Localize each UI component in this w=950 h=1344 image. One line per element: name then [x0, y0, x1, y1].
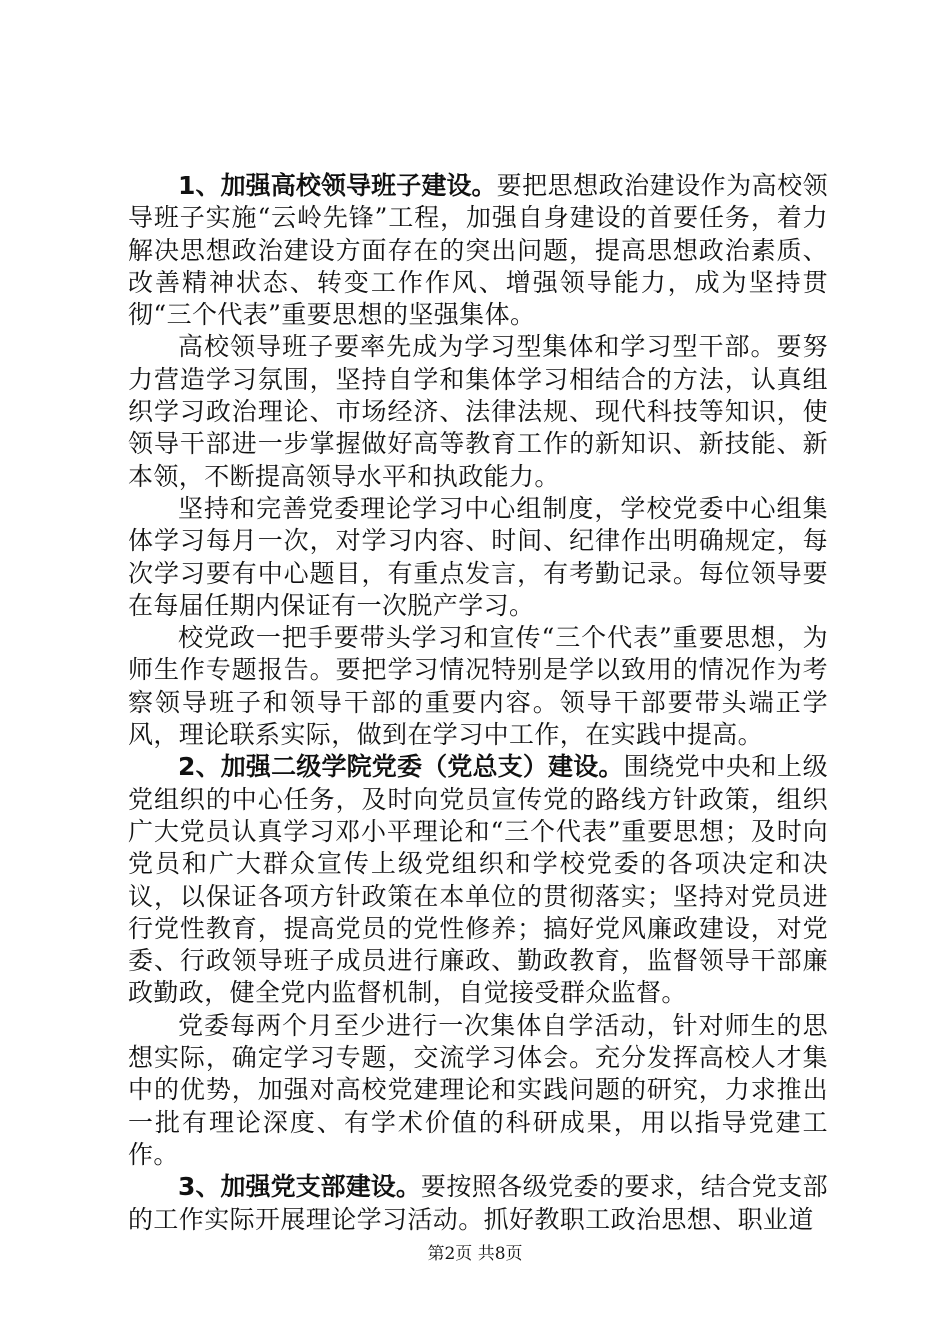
paragraph-text: 高校领导班子要率先成为学习型集体和学习型干部。要努力营造学习氛围，坚持自学和集体学习相结合的方法，认真组织学习政治理论、市场经济、法律法规、现代科技等知识，使领导干部进一步掌握做好高等教育工作的新知识、新技能、新本领，不断提高领导水平和执政能力。: [128, 332, 828, 491]
page-footer: [0, 1244, 950, 1264]
paragraph-3: [128, 493, 828, 622]
paragraph-text: 坚持和完善党委理论学习中心组制度，学校党委中心组集体学习每月一次，对学习内容、时间、纪律作出明确规定，每次学习要有中心题目，有重点发言，有考勤记录。每位领导要在每届任期内保证有一次脱产学习。: [128, 493, 828, 620]
section-heading-3: 3、加强党支部建设。: [178, 1172, 421, 1202]
paragraph-text: 校党政一把手要带头学习和宣传“三个代表”重要思想，为师生作专题报告。要把学习情况特别是学以致用的情况作为考察领导班子和领导干部的重要内容。领导干部要带头端正学风，理论联系实际，做到在学习中工作，在实践中提高。: [128, 623, 828, 750]
paragraph-4: [128, 622, 828, 751]
page-number: 第2页: [427, 1244, 473, 1264]
paragraph-text: 党委每两个月至少进行一次集体自学活动，针对师生的思想实际，确定学习专题，交流学习体会。充分发挥高校人才集中的优势，加强对高校党建理论和实践问题的研究，力求推出一批有理论深度、有学术价值的科研成果，用以指导党建工作。: [128, 1010, 828, 1169]
paragraph-5: [128, 751, 828, 1009]
paragraph-text: 要把思想政治建设作为高校领导班子实施“云岭先锋”工程，加强自身建设的首要任务，着力解决思想政治建设方面存在的突出问题，提高思想政治素质、改善精神状态、转变工作作风、增强领导能力，成为坚持贯彻“三个代表”重要思想的坚强集体。: [128, 171, 828, 330]
paragraph-6: [128, 1010, 828, 1171]
section-heading-1: 1、加强高校领导班子建设。: [178, 171, 497, 200]
paragraph-text: 要按照各级党委的要求，结合党支部的工作实际开展理论学习活动。抓好教职工政治思想、职业道: [128, 1172, 828, 1234]
paragraph-1: [128, 170, 828, 331]
page-total: 共8页: [477, 1244, 523, 1264]
paragraph-2: [128, 331, 828, 492]
section-heading-2: 2、加强二级学院党委（党总支）建设。: [178, 752, 624, 782]
document-body: [128, 170, 828, 1236]
paragraph-7: [128, 1171, 828, 1236]
paragraph-text: 围绕党中央和上级党组织的中心任务，及时向党员宣传党的路线方针政策，组织广大党员认真学习邓小平理论和“三个代表”重要思想；及时向党员和广大群众宣传上级党组织和学校党委的各项决定和决议，以保证各项方针政策在本单位的贯彻落实；坚持对党员进行党性教育，提高党员的党性修养；搞好党风廉政建设，对党委、行政领导班子成员进行廉政、勤政教育，监督领导干部廉政勤政，健全党内监督机制，自觉接受群众监督。: [128, 752, 828, 1008]
